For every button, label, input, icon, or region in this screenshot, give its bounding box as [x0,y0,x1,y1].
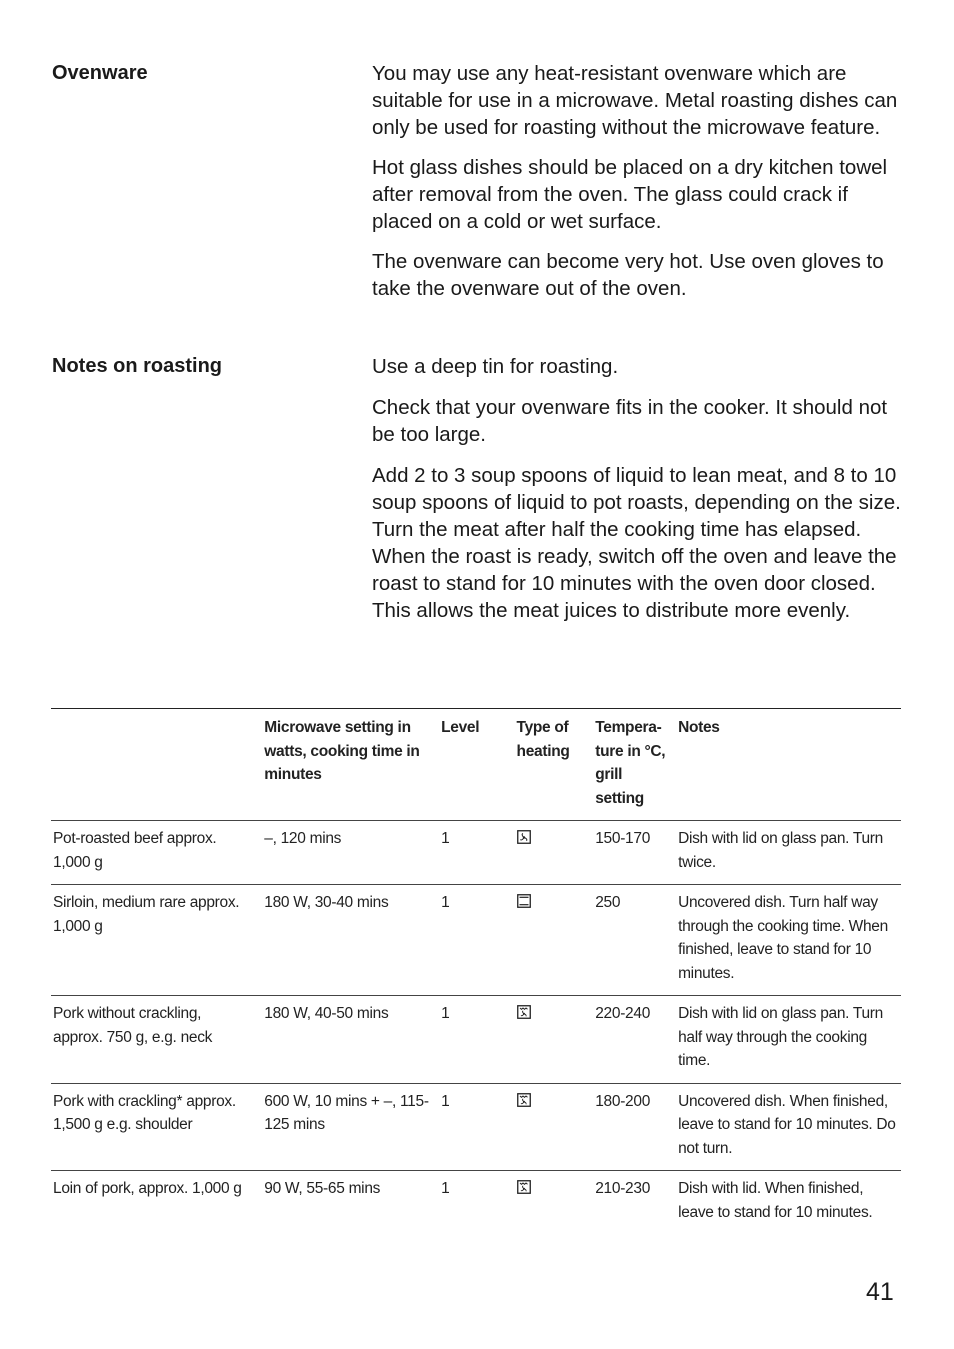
table-row [51,821,901,885]
page-number: 41 [866,1278,894,1306]
cell-heating [503,885,583,996]
ovenware-paragraph: You may use any heat-resistant ovenware which are suitable for use in a microwave. Metal roasting dishes can only be used for roasting without the microwave feature. [372,62,898,139]
top-bottom-heat-icon [517,892,531,906]
ovenware-paragraph: The ovenware can become very hot. Use oven gloves to take the ovenware out of the oven. [372,250,884,300]
roasting-table [51,708,901,1234]
cell-notes: Dish with lid on glass pan. Turn twice. [669,821,901,885]
cell-notes: Uncovered dish. Turn half way through the cooking time. When finished, leave to stand for 10 minutes. [669,885,901,996]
cell-temperature: 220-240 [582,996,669,1084]
cell-level: 1 [434,1084,502,1172]
roasting-paragraph: Turn the meat after half the cooking time has elapsed. When the roast is ready, switch off the oven and leave the roast to stand for 10 minutes with the oven door closed. This allows the meat juices to distribute more evenly. [372,518,897,622]
cell-food: Pork with crackling* approx. 1,500 g e.g. shoulder [51,1084,253,1172]
circotherm-grill-icon [517,1003,531,1017]
header-food [51,708,253,821]
cell-temperature: 150-170 [582,821,669,885]
cell-notes: Uncovered dish. When finished, leave to stand for 10 minutes. Do not turn. [669,1084,901,1172]
cell-food: Sirloin, medium rare approx. 1,000 g [51,885,253,996]
cell-microwave: 180 W, 40-50 mins [253,996,434,1084]
cell-microwave: 180 W, 30-40 mins [253,885,434,996]
cell-level: 1 [441,1180,450,1197]
table-row [51,885,901,996]
header-notes: Notes [669,708,901,821]
cell-temperature: 210-230 [595,1180,651,1197]
cell-notes: Dish with lid. When finished, leave to stand for 10 minutes. [678,1180,873,1221]
cell-food: Loin of pork, approx. 1,000 g [53,1180,242,1197]
roasting-paragraph: Add 2 to 3 soup spoons of liquid to lean meat, and 8 to 10 soup spoons of liquid to pot roasts, depending on the size. [372,464,901,514]
section-heading-notes-on-roasting: Notes on roasting [52,355,223,377]
ovenware-paragraph: Hot glass dishes should be placed on a dry kitchen towel after removal from the oven. The glass could crack if placed on a cold or wet surface. [372,156,888,233]
cell-heating [503,1171,583,1234]
header-microwave: Microwave setting in watts, cooking time in minutes [253,708,434,821]
cell-temperature: 250 [582,885,669,996]
table-header-row [51,708,901,821]
roasting-paragraph: Use a deep tin for roasting. [372,355,619,378]
section-body-ovenware [372,60,902,302]
cell-heating [503,1084,583,1172]
header-level: Level [434,708,502,821]
circotherm-grill-icon [517,1091,531,1105]
section-heading-ovenware: Ovenware [52,62,148,84]
table-row [51,996,901,1084]
header-heating: Type of heating [503,708,583,821]
cell-temperature: 180-200 [582,1084,669,1172]
circotherm-grill-icon [517,1178,531,1192]
header-temperature: Tempera-ture in °C, grill setting [582,708,669,821]
table-row [51,1171,901,1234]
cell-food: Pot-roasted beef approx. 1,000 g [51,821,253,885]
hot-air-icon [517,828,531,842]
cell-level: 1 [434,885,502,996]
section-body-notes-on-roasting [372,353,902,624]
roasting-paragraph: Check that your ovenware fits in the cooker. It should not be too large. [372,396,888,446]
cell-microwave: 600 W, 10 mins + –, 115-125 mins [253,1084,434,1172]
cell-level: 1 [434,996,502,1084]
table-row [51,1084,901,1172]
cell-level: 1 [434,821,502,885]
cell-microwave: 90 W, 55-65 mins [264,1180,381,1197]
cell-heating [503,821,583,885]
cell-heating [503,996,583,1084]
cell-food: Pork without crackling, approx. 750 g, e.g. neck [51,996,253,1084]
cell-notes: Dish with lid on glass pan. Turn half way through the cooking time. [669,996,901,1084]
cell-microwave: –, 120 mins [253,821,434,885]
